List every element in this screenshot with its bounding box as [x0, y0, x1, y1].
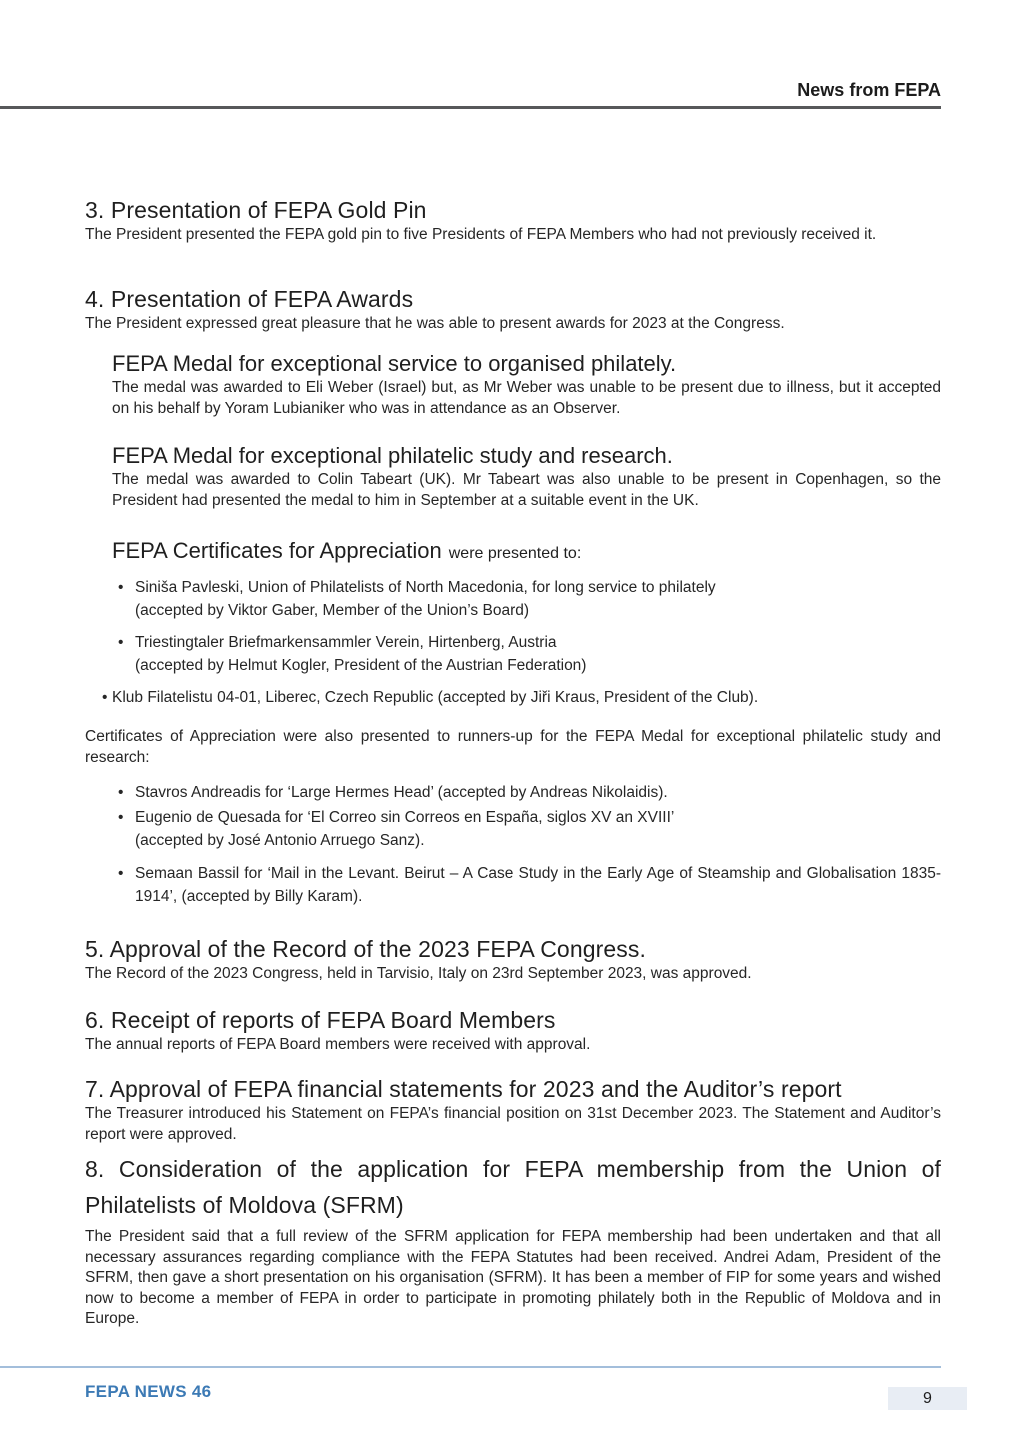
section-moldova-membership [85, 1151, 941, 1330]
list-item [85, 781, 941, 804]
list-item-line1: Siniša Pavleski, Union of Philatelists of North Macedonia, for long service to philately [135, 579, 716, 596]
list-item-line1: Semaan Bassil for ‘Mail in the Levant. Beirut – A Case Study in the Early Age of Steamship and Globalisation 1835-1914’, (accepted by Billy Karam). [135, 865, 941, 905]
subsection-medal-study [112, 442, 941, 511]
certificates-heading-suffix: were presented to: [448, 545, 582, 562]
medal-service-heading: FEPA Medal for exceptional service to organised philately. [112, 351, 677, 376]
runners-up-intro: Certificates of Appreciation were also presented to runners-up for the FEPA Medal for exceptional philatelic study and research: [85, 728, 941, 766]
subsection-medal-service [112, 350, 941, 419]
section-gold-pin-heading: 3. Presentation of FEPA Gold Pin [85, 197, 427, 223]
section-board-reports [85, 1005, 941, 1056]
list-item-text [135, 631, 941, 677]
section-moldova-body: The President said that a full review of the SFRM application for FEPA membership had been undertaken and that all necessary assurances regarding compliance with the FEPA Statutes had been received. Andrei Adam, President of the SFRM, then gave a short presentation on his organisation (SFRM). It has been a member of FIP for some years and wished now to become a member of FEPA in order to participate in promoting philately both in the Republic of Moldova and in Europe. [85, 1228, 941, 1327]
bullet-icon: • [118, 579, 124, 596]
list-item [85, 806, 941, 852]
certificates-list [85, 576, 941, 709]
list-item [85, 686, 941, 709]
section-record-body: The Record of the 2023 Congress, held in Tarvisio, Italy on 23rd September 2023, was approved. [85, 965, 752, 982]
list-item-line1: Eugenio de Quesada for ‘El Correo sin Correos en España, siglos XV an XVIII’ [135, 809, 675, 826]
list-item [85, 576, 941, 622]
section-board-reports-heading: 6. Receipt of reports of FEPA Board Members [85, 1006, 556, 1033]
list-item-line2: (accepted by Viktor Gaber, Member of the Union’s Board) [135, 602, 530, 619]
runners-up-list [85, 781, 941, 908]
certificates-heading-main: FEPA Certificates for Appreciation [112, 538, 442, 563]
section-board-reports-body: The annual reports of FEPA Board members were received with approval. [85, 1035, 591, 1053]
section-financial [85, 1074, 941, 1145]
section-financial-heading: 7. Approval of FEPA financial statements for 2023 and the Auditor’s report [85, 1076, 842, 1102]
section-record-heading: 5. Approval of the Record of the 2023 FEPA Congress. [85, 936, 646, 962]
list-item-text [135, 806, 941, 852]
list-item-line1: Stavros Andreadis for ‘Large Hermes Head’ (accepted by Andreas Nikolaidis). [135, 784, 668, 801]
page-number: 9 [888, 1387, 967, 1410]
list-item [85, 631, 941, 677]
section-record-approval [85, 934, 941, 985]
list-item-line2: (accepted by José Antonio Arruego Sanz). [135, 832, 425, 849]
page-content [85, 195, 941, 1330]
section-awards-body: The President expressed great pleasure that he was able to present awards for 2023 at the Congress. [85, 314, 785, 332]
section-gold-pin-body: The President presented the FEPA gold pin to five Presidents of FEPA Members who had not previously received it. [85, 226, 877, 243]
page-header [0, 0, 941, 109]
bullet-icon: • [118, 809, 124, 826]
section-financial-body: The Treasurer introduced his Statement on FEPA’s financial position on 31st December 2023. The Statement and Auditor’s report were approved. [85, 1105, 941, 1143]
list-item-line1: Klub Filatelistu 04-01, Liberec, Czech Republic (accepted by Jiři Kraus, President of the Club). [112, 689, 759, 706]
footer-divider [0, 1366, 941, 1368]
list-item-line2: (accepted by Helmut Kogler, President of the Austrian Federation) [135, 657, 587, 674]
list-item-text [135, 781, 941, 804]
list-item-text [135, 576, 941, 622]
list-item-line1: Triestingtaler Briefmarkensammler Verein, Hirtenberg, Austria [135, 634, 557, 651]
bullet-icon: • [118, 865, 124, 882]
section-gold-pin [85, 195, 941, 246]
bullet-icon: • [118, 784, 124, 801]
medal-study-body: The medal was awarded to Colin Tabeart (UK). Mr Tabeart was also unable to be present in Copenhagen, so the President had presented the medal to him in September at a suitable event in the UK. [112, 471, 941, 509]
list-item-text [135, 862, 941, 908]
subsection-certificates [112, 537, 941, 568]
running-head: News from FEPA [797, 80, 941, 100]
footer-journal-title: FEPA NEWS 46 [85, 1382, 212, 1401]
medal-study-heading: FEPA Medal for exceptional philatelic study and research. [112, 443, 673, 468]
section-awards [85, 284, 941, 335]
bullet-icon: • [118, 634, 124, 651]
medal-service-body: The medal was awarded to Eli Weber (Israel) but, as Mr Weber was unable to be present due to illness, but it accepted on his behalf by Yoram Lubianiker who was in attendance as an Observer. [112, 379, 941, 417]
bullet-icon: • [102, 689, 108, 706]
section-moldova-heading: 8. Consideration of the application for FEPA membership from the Union of Philatelists of Moldova (SFRM) [85, 1156, 941, 1218]
section-awards-heading: 4. Presentation of FEPA Awards [85, 285, 414, 312]
list-item-text [112, 686, 941, 709]
list-item [85, 862, 941, 908]
certificates-heading [112, 537, 941, 568]
